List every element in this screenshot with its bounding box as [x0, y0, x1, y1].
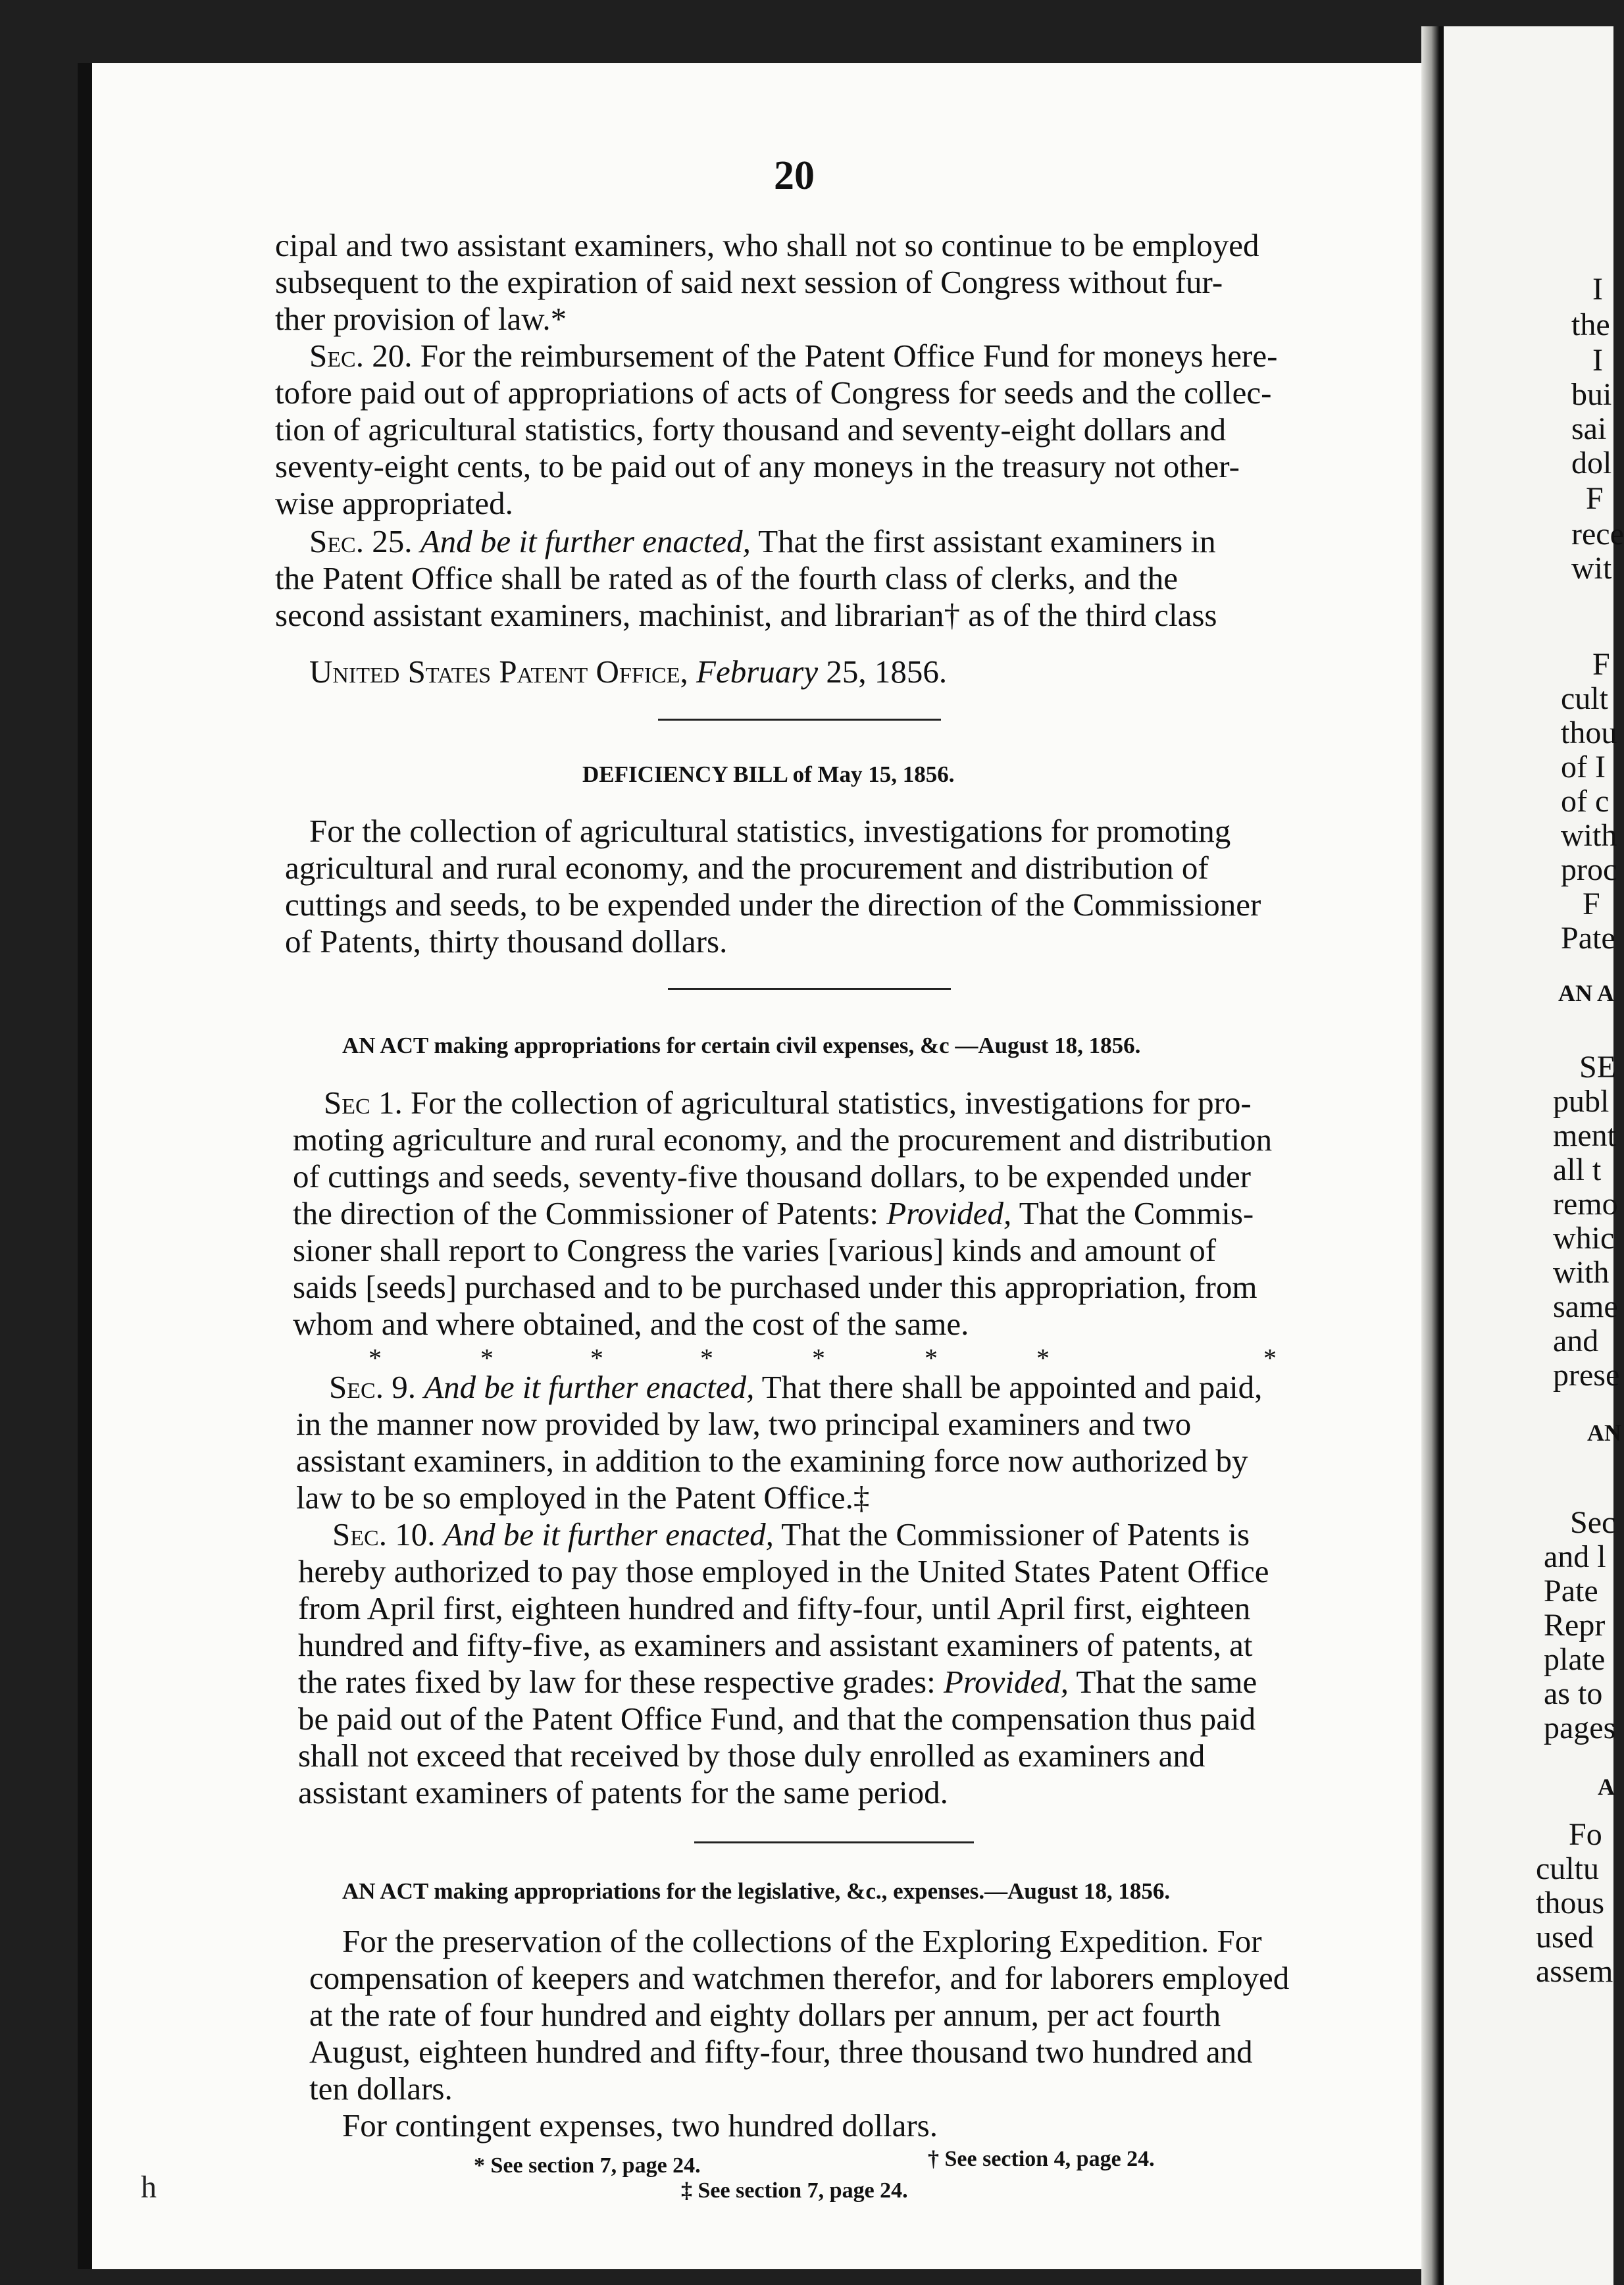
right-fragment: same — [1553, 1289, 1618, 1324]
text-line: wise appropriated. — [275, 485, 513, 521]
ellipsis-star: * — [590, 1343, 603, 1373]
text-span: That the same — [1076, 1664, 1257, 1700]
text-span: That the Commissioner of Patents is — [781, 1516, 1250, 1553]
corner-mark: h — [141, 2170, 157, 2205]
right-fragment: used — [1536, 1920, 1594, 1955]
text-line: cipal and two assistant examiners, who shall not so continue to be employed — [275, 227, 1259, 263]
right-fragment: cultu — [1536, 1851, 1599, 1886]
right-fragment: bui — [1571, 377, 1612, 412]
section-divider — [658, 719, 941, 721]
text-line: subsequent to the expiration of said next session of Congress without fur- — [275, 264, 1223, 300]
right-fragment: I — [1592, 343, 1603, 378]
text-line: sioner shall report to Congress the varies [various] kinds and amount of — [293, 1232, 1217, 1268]
right-fragment: thou — [1561, 715, 1617, 750]
deficiency-heading: DEFICIENCY BILL of May 15, 1856. — [582, 761, 955, 787]
section-label: Sec 1. — [324, 1085, 403, 1121]
footnote: ‡ See section 7, page 24. — [681, 2178, 908, 2203]
text-line: tion of agricultural statistics, forty thousand and seventy-eight dollars and — [275, 411, 1227, 448]
section-label: Sec. 9. — [329, 1369, 416, 1405]
right-fragment: sai — [1571, 411, 1607, 446]
ellipsis-star: * — [1263, 1343, 1277, 1373]
section-divider — [694, 1841, 974, 1843]
right-fragment: pages — [1544, 1710, 1616, 1745]
right-fragment: prese — [1553, 1358, 1620, 1393]
text-span: the rates fixed by law for these respective grades: — [298, 1664, 936, 1700]
right-fragment: plate — [1544, 1642, 1606, 1677]
civil-act-heading: AN ACT making appropriations for certain civil expenses, &c —August 18, 1856. — [342, 1033, 1141, 1058]
section-label: Sec. 20. — [309, 338, 413, 374]
legislative-act-heading: AN ACT making appropriations for the legislative, &c., expenses.—August 18, 1856. — [342, 1878, 1171, 1904]
book-gutter — [1421, 26, 1444, 2285]
text-line: the Patent Office shall be rated as of the fourth class of clerks, and the — [275, 560, 1178, 596]
right-fragment: proc — [1561, 852, 1617, 887]
text-line: hereby authorized to pay those employed in the United States Patent Office — [298, 1553, 1269, 1589]
text-line: agricultural and rural economy, and the procurement and distribution of — [285, 850, 1209, 886]
sec25-first-line — [309, 523, 1216, 560]
text-line: shall not exceed that received by those duly enrolled as examiners and — [298, 1737, 1205, 1774]
text-line: For contingent expenses, two hundred dollars. — [342, 2107, 938, 2144]
page-number: 20 — [774, 153, 815, 198]
ellipsis-star: * — [700, 1343, 713, 1373]
sec10-first-line — [332, 1516, 1250, 1553]
footnote: * See section 7, page 24. — [474, 2153, 701, 2178]
right-fragment: assem — [1536, 1954, 1613, 1989]
right-fragment: dol — [1571, 446, 1612, 480]
provided-line — [293, 1195, 1254, 1232]
right-fragment: SE — [1579, 1050, 1617, 1085]
text-span: That there shall be appointed and paid, — [761, 1369, 1263, 1405]
ellipsis-star: * — [480, 1343, 494, 1373]
right-fragment: Pate — [1544, 1574, 1598, 1608]
right-fragment: with — [1553, 1255, 1610, 1290]
text-line: cuttings and seeds, to be expended under the direction of the Commissioner — [285, 886, 1261, 923]
text-line: ten dollars. — [309, 2070, 453, 2107]
section-divider — [668, 988, 951, 990]
text-line: second assistant examiners, machinist, and librarian† as of the third class — [275, 597, 1217, 633]
right-fragment: A — [1598, 1774, 1615, 1800]
sec1-first-line — [324, 1085, 1252, 1121]
text-span: That the Commis- — [1019, 1195, 1254, 1231]
footnote: † See section 4, page 24. — [928, 2147, 1155, 2171]
right-fragment: the — [1571, 307, 1610, 342]
text-line: be paid out of the Patent Office Fund, and that the compensation thus paid — [298, 1701, 1256, 1737]
text-line: at the rate of four hundred and eighty dollars per annum, per act fourth — [309, 1997, 1221, 2033]
right-fragment: ment — [1553, 1118, 1616, 1153]
text-line: tofore paid out of appropriations of acts of Congress for seeds and the collec- — [275, 374, 1272, 411]
right-fragment: AN A — [1558, 980, 1615, 1006]
italic-phrase: Provided, — [886, 1195, 1012, 1231]
text-line: assistant examiners of patents for the same period. — [298, 1774, 948, 1810]
right-fragment: Repr — [1544, 1608, 1606, 1643]
text-line: assistant examiners, in addition to the examining force now authorized by — [296, 1443, 1248, 1479]
section-label: Sec. 10. — [332, 1516, 436, 1553]
italic-phrase: And be it further enacted, — [424, 1369, 755, 1405]
right-fragment: all t — [1553, 1152, 1602, 1187]
right-fragment: F — [1586, 481, 1604, 516]
text-span: That the first assistant examiners in — [758, 523, 1216, 559]
ellipsis-star: * — [812, 1343, 825, 1373]
right-fragment: remo — [1553, 1187, 1618, 1221]
right-fragment: Pate — [1561, 921, 1615, 956]
right-fragment: F — [1592, 647, 1610, 682]
right-fragment: F — [1583, 886, 1600, 921]
text-line: saids [seeds] purchased and to be purchased under this appropriation, from — [293, 1269, 1257, 1305]
office-name: United States Patent Office, — [309, 654, 688, 690]
italic-phrase: Provided, — [943, 1664, 1069, 1700]
italic-phrase: And be it further enacted, — [420, 523, 751, 559]
text-span: For the reimbursement of the Patent Office Fund for moneys here- — [420, 338, 1278, 374]
right-fragment: I — [1592, 272, 1603, 307]
right-fragment: of c — [1561, 784, 1610, 819]
text-line: compensation of keepers and watchmen therefor, and for laborers employed — [309, 1960, 1290, 1996]
text-line: For the preservation of the collections of the Exploring Expedition. For — [342, 1923, 1262, 1959]
right-fragment: Fo — [1569, 1817, 1602, 1852]
signature-line — [309, 654, 947, 690]
text-line: For the collection of agricultural statistics, investigations for promoting — [309, 813, 1231, 849]
text-line: seventy-eight cents, to be paid out of any moneys in the treasury not other- — [275, 448, 1240, 484]
sec20-first-line — [309, 338, 1277, 374]
right-fragment: rece — [1571, 517, 1624, 552]
italic-phrase: And be it further enacted, — [443, 1516, 774, 1553]
right-fragment: and — [1553, 1323, 1599, 1358]
text-line: of cuttings and seeds, seventy-five thousand dollars, to be expended under — [293, 1158, 1252, 1194]
right-fragment: AN — [1587, 1420, 1621, 1446]
ellipsis-star: * — [1036, 1343, 1050, 1373]
right-fragment: thous — [1536, 1886, 1605, 1920]
text-span: the direction of the Commissioner of Patents: — [293, 1195, 879, 1231]
text-span: For the collection of agricultural statistics, investigations for pro- — [410, 1085, 1252, 1121]
right-fragment: whic — [1553, 1221, 1615, 1256]
right-fragment: publ — [1553, 1084, 1610, 1119]
right-fragment: Sec — [1570, 1505, 1616, 1540]
text-line: from April first, eighteen hundred and fifty-four, until April first, eighteen — [298, 1590, 1251, 1626]
ellipsis-star: * — [925, 1343, 938, 1373]
right-fragment: and l — [1544, 1539, 1606, 1574]
text-line: ther provision of law.* — [275, 301, 567, 337]
sec9-first-line — [329, 1369, 1262, 1406]
ellipsis-star: * — [368, 1343, 382, 1373]
text-line: moting agriculture and rural economy, and the procurement and distribution — [293, 1121, 1273, 1158]
right-fragment: as to — [1544, 1676, 1603, 1711]
provided-line — [298, 1664, 1257, 1701]
text-line: August, eighteen hundred and fifty-four, three thousand two hundred and — [309, 2034, 1253, 2070]
right-fragment: cult — [1561, 681, 1608, 716]
right-fragment: of I — [1561, 750, 1606, 784]
right-fragment: wit — [1571, 551, 1612, 586]
text-line: law to be so employed in the Patent Office.‡ — [296, 1479, 870, 1516]
text-line: hundred and fifty-five, as examiners and assistant examiners of patents, at — [298, 1627, 1253, 1663]
section-label: Sec. 25. — [309, 523, 413, 559]
text-line: in the manner now provided by law, two principal examiners and two — [296, 1406, 1192, 1442]
right-fragment: with — [1561, 818, 1617, 853]
text-line: of Patents, thirty thousand dollars. — [285, 923, 728, 960]
text-line: whom and where obtained, and the cost of the same. — [293, 1306, 969, 1342]
date-rest: 25, 1856. — [826, 654, 948, 690]
date-month: February — [696, 654, 819, 690]
